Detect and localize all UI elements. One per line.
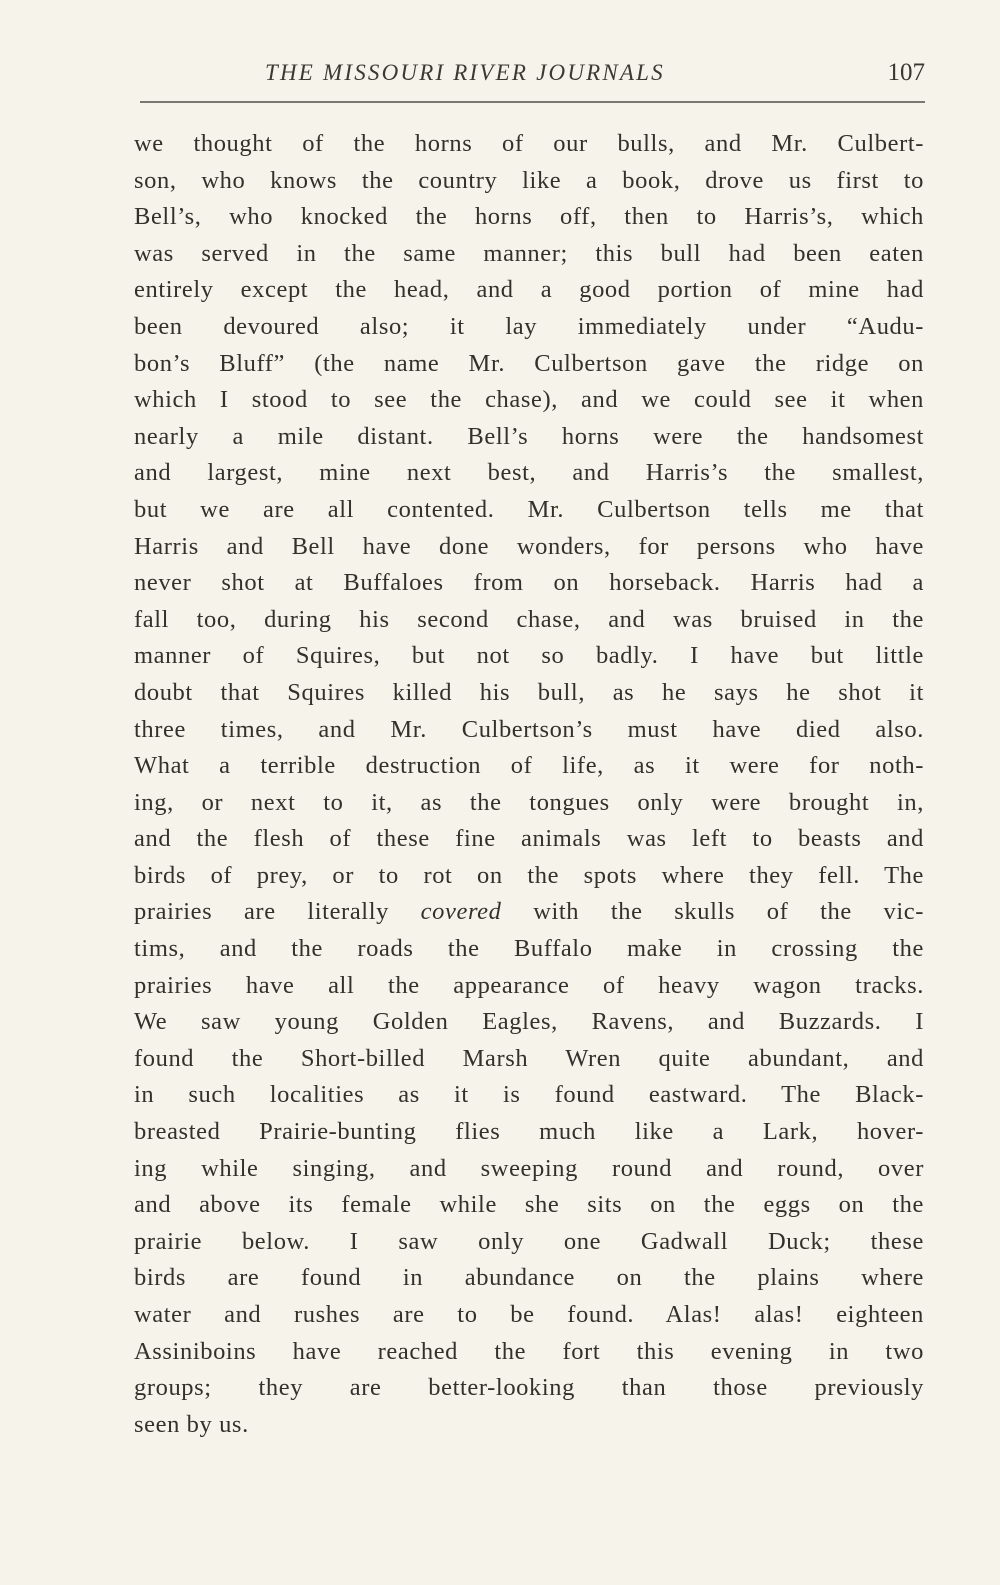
text-line: nearly a mile distant. Bell’s horns were the handsomest <box>134 422 924 450</box>
text-line: birds of prey, or to rot on the spots where they fell. The <box>134 861 924 889</box>
text-line: entirely except the head, and a good portion of mine had <box>134 276 924 304</box>
text-line: in such localities as it is found eastward. The Black- <box>134 1081 924 1109</box>
text-line: three times, and Mr. Culbertson’s must have died also. <box>134 715 924 743</box>
text-line: water and rushes are to be found. Alas! alas! eighteen <box>134 1301 924 1328</box>
text-fragment: with the skulls of the vic- <box>533 898 924 926</box>
text-line: ing, or next to it, as the tongues only were brought in, <box>134 788 924 816</box>
text-line: which I stood to see the chase), and we could see it when <box>134 386 924 414</box>
text-line: ing while singing, and sweeping round and round, over <box>134 1154 924 1182</box>
text-line: fall too, during his second chase, and was bruised in the <box>134 605 924 633</box>
text-fragment: prairies are literally <box>134 898 389 926</box>
header-rule <box>140 101 925 103</box>
text-line: been devoured also; it lay immediately under “Audu- <box>134 312 924 340</box>
text-line: and the flesh of these fine animals was left to beasts and <box>134 825 924 853</box>
text-line: but we are all contented. Mr. Culbertson tells me that <box>134 495 924 523</box>
text-line: tims, and the roads the Buffalo make in crossing the <box>134 935 924 963</box>
text-line: was served in the same manner; this bull had been eaten <box>134 239 924 267</box>
text-line: birds are found in abundance on the plains where <box>134 1264 924 1292</box>
text-line: What a terrible destruction of life, as it were for noth- <box>134 752 924 780</box>
text-line: manner of Squires, but not so badly. I have but little <box>134 642 924 670</box>
text-line: prairie below. I saw only one Gadwall Duck; these <box>134 1227 924 1255</box>
text-line: Harris and Bell have done wonders, for persons who have <box>134 532 924 560</box>
text-line: and above its female while she sits on the eggs on the <box>134 1191 924 1219</box>
text-line: we thought of the horns of our bulls, and Mr. Culbert- <box>134 130 924 157</box>
text-line: and largest, mine next best, and Harris’s the smallest, <box>134 459 924 487</box>
body-text <box>134 126 924 1443</box>
text-line: Bell’s, who knocked the horns off, then to Harris’s, which <box>134 203 924 231</box>
text-line: prairies have all the appearance of heavy wagon tracks. <box>134 971 924 999</box>
text-line-with-emphasis <box>134 894 924 931</box>
text-line: son, who knows the country like a book, drove us first to <box>134 166 924 194</box>
text-line: breasted Prairie-bunting flies much like a Lark, hover- <box>134 1118 924 1146</box>
text-line: never shot at Buffaloes from on horseback. Harris had a <box>134 569 924 597</box>
page-number: 107 <box>887 59 925 86</box>
text-line: found the Short-billed Marsh Wren quite abundant, and <box>134 1044 924 1072</box>
text-line: doubt that Squires killed his bull, as he says he shot it <box>134 678 924 706</box>
text-line: We saw young Golden Eagles, Ravens, and Buzzards. I <box>134 1008 924 1036</box>
text-line: groups; they are better-looking than those previously <box>134 1374 924 1402</box>
text-line: bon’s Bluff” (the name Mr. Culbertson gave the ridge on <box>134 349 924 377</box>
running-head <box>140 58 925 92</box>
text-line: Assiniboins have reached the fort this evening in two <box>134 1337 924 1365</box>
italic-emphasis: covered <box>420 898 502 926</box>
running-title: THE MISSOURI RIVER JOURNALS <box>265 60 665 85</box>
text-line-last: seen by us. <box>134 1410 249 1438</box>
